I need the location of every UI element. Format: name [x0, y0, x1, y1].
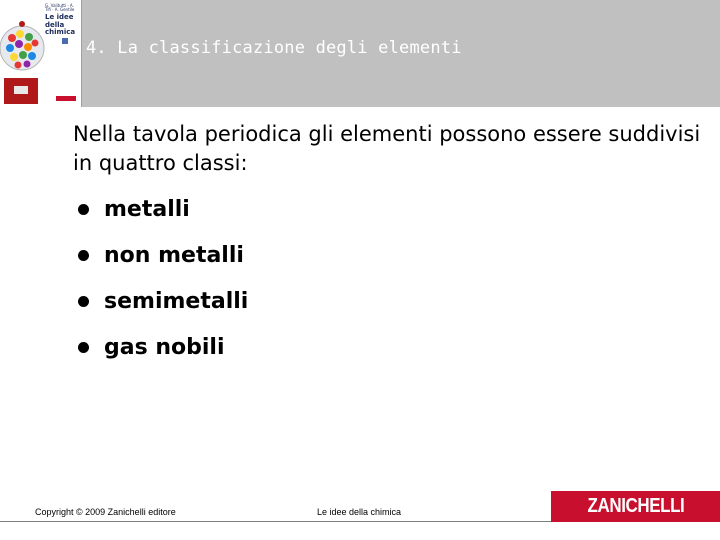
bullet-icon — [78, 342, 89, 353]
bullet-icon — [78, 250, 89, 261]
bullet-item — [78, 232, 248, 278]
cover-publisher-logo — [56, 96, 76, 101]
bullet-item — [78, 278, 248, 324]
footer-book-title: Le idee della chimica — [317, 507, 402, 517]
bullet-label: semimetalli — [104, 288, 249, 314]
bullet-label: gas nobili — [104, 334, 225, 360]
footer-copyright: Copyright © 2009 Zanichelli editore — [35, 507, 176, 517]
bullet-list — [78, 186, 248, 370]
bullet-label: non metalli — [104, 242, 244, 268]
cover-author: G. Valitutti · A. Tifi · A. Gentile — [45, 3, 75, 13]
zanichelli-logo-text: ZANICHELLI — [587, 495, 684, 517]
bullet-icon — [78, 296, 89, 307]
bullet-item — [78, 186, 248, 232]
bullet-icon — [78, 204, 89, 215]
bullet-item — [78, 324, 248, 370]
cover-tag — [62, 38, 68, 44]
zanichelli-logo — [551, 491, 720, 522]
intro-text: Nella tavola periodica gli elementi possono essere suddivisi in quattro classi: — [73, 122, 701, 175]
cover-title: Le idee della chimica — [45, 13, 76, 37]
slide-title: 4. La classificazione degli elementi — [86, 38, 462, 58]
bullet-label: metalli — [104, 196, 190, 222]
book-cover-image — [0, 0, 82, 107]
